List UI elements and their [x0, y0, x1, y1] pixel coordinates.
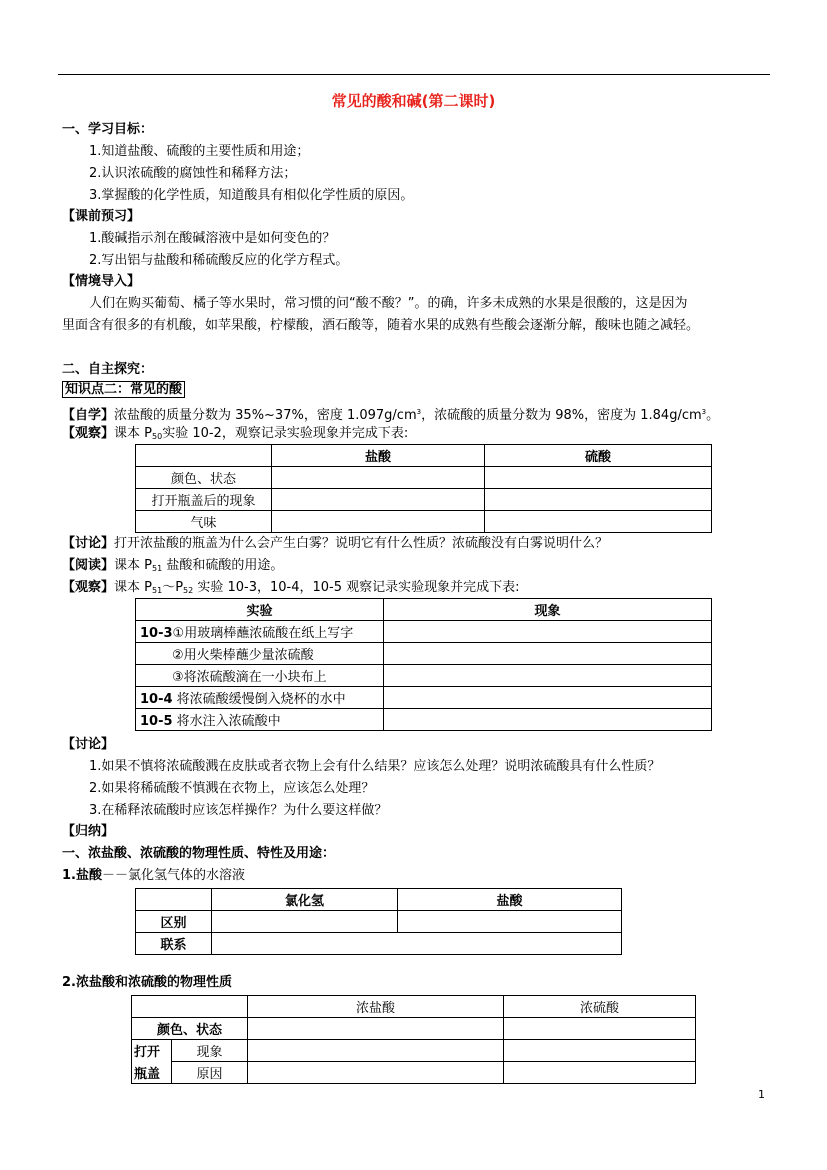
blank-answer-cell[interactable] — [485, 511, 712, 533]
self-study-line — [62, 402, 719, 426]
subscript: 51 — [152, 564, 163, 573]
experiment-text: 将水注入浓硫酸中 — [172, 714, 281, 729]
table-row-label: 气味 — [136, 511, 272, 533]
blank-answer-cell[interactable] — [384, 687, 712, 709]
blank-answer-cell[interactable] — [504, 1062, 696, 1084]
section-heading-explore: 二、自主探究： — [62, 362, 154, 377]
table-row-label: 打开瓶盖后的现象 — [136, 489, 272, 511]
reading-tag: 【阅读】 — [62, 558, 115, 573]
table-header-cell: 盐酸 — [272, 445, 485, 467]
discussion-text: 打开浓盐酸的瓶盖为什么会产生白雾？说明它有什么性质？浓硫酸没有白雾说明什么？ — [114, 536, 609, 551]
blank-answer-cell[interactable] — [384, 665, 712, 687]
table-header-cell — [136, 889, 212, 911]
intro-heading: 【情境导入】 — [62, 274, 141, 289]
intro-paragraph-line: 里面含有很多的有机酸，如苹果酸，柠檬酸，酒石酸等，随着水果的成熟有些酸会逐渐分解，酸味也随之减轻。 — [62, 318, 700, 333]
self-study-text: 。 — [706, 408, 720, 423]
summary-tag: 【归纳】 — [62, 824, 115, 839]
knowledge-point-label: 知识点二：常见的酸 — [62, 381, 185, 398]
group-label-cap: 瓶盖 — [132, 1062, 172, 1084]
blank-answer-cell[interactable] — [248, 1062, 504, 1084]
self-study-text: 浓盐酸的质量分数为 35%~37%，密度 1.097g/cm — [114, 408, 417, 423]
reading-text: 盐酸和硫酸的用途。 — [162, 558, 284, 573]
preview-heading: 【课前预习】 — [62, 209, 141, 224]
blank-answer-cell[interactable] — [272, 511, 485, 533]
experiment-number: 10-4 — [140, 692, 173, 707]
superscript: 3 — [416, 408, 422, 416]
discussion-item: 1.如果不慎将浓硫酸溅在皮肤或者衣物上会有什么结果？应该怎么处理？说明浓硫酸具有什么性质？ — [89, 759, 661, 774]
blank-answer-cell[interactable] — [384, 709, 712, 731]
discussion-tag-2: 【讨论】 — [62, 737, 115, 752]
goal-item: 3.掌握酸的化学性质，知道酸具有相似化学性质的原因。 — [89, 188, 414, 203]
experiment-cell — [136, 687, 384, 709]
self-study-text: ，浓硫酸的质量分数为 98%，密度为 1.84g/cm — [421, 408, 702, 423]
table-row-label: 原因 — [172, 1062, 248, 1084]
experiment-cell — [136, 621, 384, 643]
blank-answer-cell[interactable] — [272, 489, 485, 511]
experiment-cell — [136, 709, 384, 731]
table-row-label: 颜色、状态 — [136, 467, 272, 489]
page-number: 1 — [758, 1088, 765, 1101]
table-header-cell — [136, 445, 272, 467]
table-header-cell: 浓盐酸 — [248, 996, 504, 1018]
experiment-cell — [136, 643, 384, 665]
blank-answer-cell[interactable] — [384, 643, 712, 665]
discussion-item: 3.在稀释浓硫酸时应该怎样操作？为什么要这样做？ — [89, 803, 388, 818]
blank-answer-cell[interactable] — [272, 467, 485, 489]
physical-properties-heading: 2.浓盐酸和浓硫酸的物理性质 — [62, 975, 232, 990]
reading-text: 课本 P — [114, 558, 152, 573]
observe-text: ～P — [162, 580, 184, 595]
experiment-text: ①用玻璃棒蘸浓硫酸在纸上写字 — [172, 626, 354, 641]
intro-paragraph-line: 人们在购买葡萄、橘子等水果时，常习惯的问“酸不酸？”。的确，许多未成熟的水果是很酸的，这是因为 — [89, 296, 688, 311]
table-header-cell: 氯化氢 — [212, 889, 398, 911]
observe-tag: 【观察】 — [62, 580, 115, 595]
item-text: －－氯化氢气体的水溶液 — [101, 868, 245, 883]
experiment-number: 10-5 — [140, 714, 173, 729]
blank-answer-cell[interactable] — [248, 1018, 504, 1040]
table-header-cell: 盐酸 — [398, 889, 622, 911]
hydrochloric-acid-line — [62, 866, 245, 886]
blank-answer-cell[interactable] — [485, 467, 712, 489]
table-header-cell: 现象 — [384, 599, 712, 621]
experiment-text: ③将浓硫酸滴在一小块布上 — [172, 670, 327, 685]
goal-item: 1.知道盐酸、硫酸的主要性质和用途； — [89, 144, 310, 159]
subscript: 50 — [152, 432, 163, 441]
blank-answer-cell[interactable] — [212, 933, 622, 955]
table-header-cell: 实验 — [136, 599, 384, 621]
blank-answer-cell[interactable] — [485, 489, 712, 511]
blank-answer-cell[interactable] — [504, 1040, 696, 1062]
experiment-text: ②用火柴棒蘸少量浓硫酸 — [172, 648, 314, 663]
blank-answer-cell[interactable] — [384, 621, 712, 643]
item-label: 1.盐酸 — [62, 868, 102, 883]
observe-text: 课本 P — [114, 426, 152, 441]
experiment-cell — [136, 665, 384, 687]
table-row-label: 颜色、状态 — [132, 1018, 248, 1040]
experiment-text: 将浓硫酸缓慢倒入烧杯的水中 — [172, 692, 346, 707]
table-concentrated-acid-experiments — [135, 598, 712, 731]
table-header-cell: 浓硫酸 — [504, 996, 696, 1018]
blank-answer-cell[interactable] — [504, 1018, 696, 1040]
table-row-label: 联系 — [136, 933, 212, 955]
preview-item: 2.写出铝与盐酸和稀硫酸反应的化学方程式。 — [89, 253, 349, 268]
table-physical-properties — [131, 995, 696, 1084]
table-row-label: 区别 — [136, 911, 212, 933]
section-heading-goals: 一、学习目标： — [62, 122, 154, 137]
blank-answer-cell[interactable] — [398, 911, 622, 933]
blank-answer-cell[interactable] — [248, 1040, 504, 1062]
knowledge-point-box — [62, 380, 185, 400]
subscript: 51 — [152, 586, 163, 595]
self-study-tag: 【自学】 — [62, 408, 115, 423]
observe-text: 实验 10-2，观察记录实验现象并完成下表: — [162, 426, 409, 441]
blank-answer-cell[interactable] — [212, 911, 398, 933]
subscript: 52 — [183, 586, 194, 595]
table-header-cell: 硫酸 — [485, 445, 712, 467]
preview-item: 1.酸碱指示剂在酸碱溶液中是如何变色的？ — [89, 231, 336, 246]
reading-line — [62, 556, 283, 579]
discussion-line-1 — [62, 534, 608, 554]
discussion-tag: 【讨论】 — [62, 536, 115, 551]
summary-heading: 一、浓盐酸、浓硫酸的物理性质、特性及用途： — [62, 846, 336, 861]
table-row-label: 现象 — [172, 1040, 248, 1062]
superscript: 3 — [701, 408, 707, 416]
table-header-cell — [132, 996, 248, 1018]
experiment-number: 10-3 — [140, 626, 173, 641]
table-hcl-h2so4-observation — [135, 444, 712, 533]
table-hcl-vs-hydrochloric-acid — [135, 888, 622, 955]
observe-text: 课本 P — [114, 580, 152, 595]
observe-tag: 【观察】 — [62, 426, 115, 441]
discussion-item: 2.如果将稀硫酸不慎溅在衣物上，应该怎么处理？ — [89, 781, 375, 796]
header-rule — [58, 74, 770, 75]
observe-text: 实验 10-3，10-4，10-5 观察记录实验现象并完成下表: — [193, 580, 520, 595]
goal-item: 2.认识浓硫酸的腐蚀性和稀释方法； — [89, 166, 297, 181]
group-label-open: 打开 — [132, 1040, 172, 1062]
page-title: 常见的酸和碱(第二课时) — [331, 92, 496, 110]
